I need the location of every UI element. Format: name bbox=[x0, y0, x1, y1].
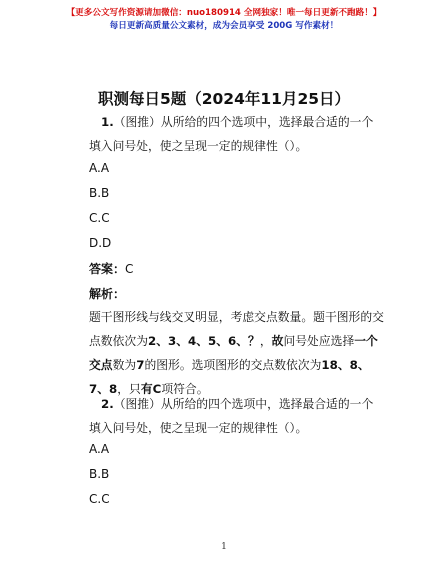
analysis-text-3: 问号处应选择 bbox=[283, 334, 355, 348]
answer-label: 答案： bbox=[89, 262, 126, 276]
analysis-text-4: 数为 bbox=[112, 358, 137, 372]
q2-option-b: B.B bbox=[89, 467, 110, 481]
question-1-stem bbox=[89, 110, 385, 158]
analysis-bold-5: 有 bbox=[140, 382, 153, 396]
promo-line-blue: 每日更新高质量公文素材，成为会员享受 200G 写作素材！ bbox=[109, 21, 339, 31]
q1-option-a: A.A bbox=[89, 161, 110, 175]
analysis-text-5: 的图形。选项图形的交点数依次为 bbox=[144, 358, 322, 372]
q2-option-a: A.A bbox=[89, 442, 110, 456]
q2-option-c: C.C bbox=[89, 492, 110, 506]
analysis-bold-1: 故 bbox=[271, 334, 284, 348]
analysis-sequence: 2、3、4、5、6、？ bbox=[148, 334, 260, 348]
answer-value: C bbox=[125, 262, 134, 276]
analysis-bold-4: 18、8、7、8 bbox=[89, 358, 370, 396]
page-number: 1 bbox=[221, 542, 227, 552]
analysis-bold-2: 一个交点 bbox=[89, 334, 378, 372]
question-1-number: 1. bbox=[101, 115, 114, 129]
analysis-label: 解析： bbox=[89, 287, 126, 301]
q1-option-b: B.B bbox=[89, 186, 110, 200]
analysis-bold-6: C bbox=[152, 382, 162, 396]
question-2-stem bbox=[89, 392, 385, 440]
question-2-number: 2. bbox=[101, 397, 114, 411]
analysis-text-2: ， bbox=[259, 334, 272, 348]
analysis-paragraph bbox=[89, 305, 385, 401]
answer-row bbox=[89, 260, 133, 277]
question-2-text: （图推）从所给的四个选项中，选择最合适的一个填入问号处，使之呈现一定的规律性（）。 bbox=[89, 397, 374, 435]
question-1-text: （图推）从所给的四个选项中，选择最合适的一个填入问号处，使之呈现一定的规律性（）。 bbox=[89, 115, 374, 153]
q1-option-c: C.C bbox=[89, 211, 110, 225]
analysis-text-6: ，只 bbox=[117, 382, 141, 396]
promo-line-red: 【更多公文写作资源请加微信：nuo180914 全网独家！唯一每日更新不跑路！】 bbox=[66, 8, 382, 18]
analysis-text-7: 项符合。 bbox=[161, 382, 209, 396]
page-title: 职测每日5题（2024年11月25日） bbox=[97, 90, 351, 108]
analysis-bold-3: 7 bbox=[136, 358, 145, 372]
q1-option-d: D.D bbox=[89, 236, 112, 250]
analysis-text-1: 题干图形线与线交叉明显，考虑交点数量。题干图形的交点数依次为 bbox=[89, 310, 384, 348]
